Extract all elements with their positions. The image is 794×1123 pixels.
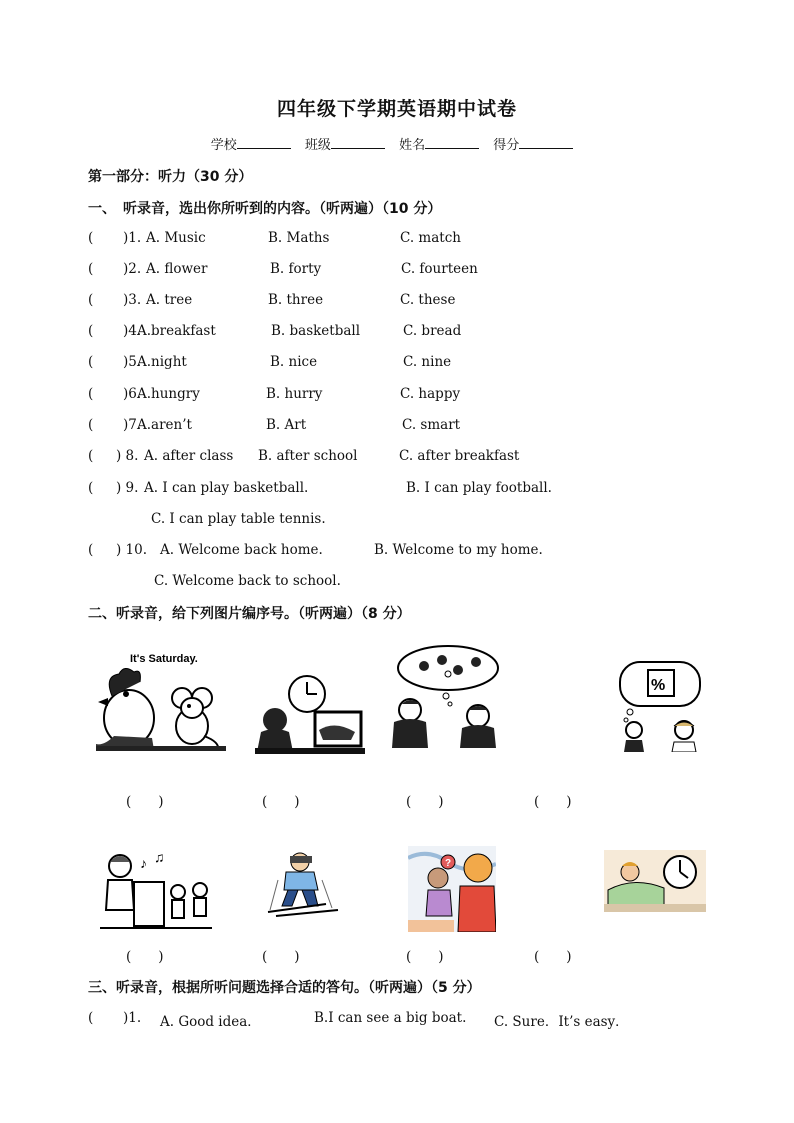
picture-answer-blank[interactable]: ( ) bbox=[534, 794, 572, 810]
school-label: 学校 bbox=[210, 138, 237, 153]
option-a: A.night bbox=[137, 354, 187, 370]
option-a: A. Music bbox=[146, 230, 206, 246]
svg-text:%: % bbox=[651, 677, 666, 694]
option-b: B. nice bbox=[270, 354, 318, 370]
section1-heading: 一、 听录音，选出你所听到的内容。（听两遍）（10 分） bbox=[88, 201, 442, 217]
question-number: ) 8. bbox=[116, 448, 139, 464]
option-c: C. happy bbox=[400, 386, 461, 402]
answer-paren[interactable]: ( bbox=[88, 323, 94, 339]
question-number: )5. bbox=[123, 354, 142, 370]
option-a: A. flower bbox=[146, 261, 208, 277]
option-a: A.breakfast bbox=[137, 323, 216, 339]
picture-football-thought bbox=[386, 644, 504, 748]
picture-clock-tv bbox=[255, 670, 365, 754]
section3-heading: 三、听录音，根据所听问题选择合适的答句。（听两遍）（5 分） bbox=[88, 980, 481, 996]
option-a: A. Welcome back home. bbox=[160, 542, 323, 558]
option-c: C. Welcome back to school. bbox=[154, 573, 341, 589]
answer-paren[interactable]: ( bbox=[88, 448, 94, 464]
picture-answer-blank[interactable]: ( ) bbox=[406, 794, 444, 810]
part1-heading: 第一部分：听力（30 分） bbox=[88, 169, 253, 185]
option-c: C. bread bbox=[403, 323, 462, 339]
option-a: A. tree bbox=[146, 292, 193, 308]
picture-answer-blank[interactable]: ( ) bbox=[262, 794, 300, 810]
question-number: ) 9. bbox=[116, 480, 139, 496]
answer-paren[interactable]: ( bbox=[88, 1010, 94, 1026]
svg-text:♫: ♫ bbox=[154, 850, 165, 865]
option-c: C. these bbox=[400, 292, 456, 308]
picture-answer-blank[interactable]: ( ) bbox=[534, 949, 572, 965]
option-b: B. forty bbox=[270, 261, 322, 277]
option-b: B. after school bbox=[258, 448, 358, 464]
question-number: ) 10. bbox=[116, 542, 148, 558]
answer-paren[interactable]: ( bbox=[88, 386, 94, 402]
answer-paren[interactable]: ( bbox=[88, 542, 94, 558]
answer-paren[interactable]: ( bbox=[88, 417, 94, 433]
score-label: 得分 bbox=[493, 138, 520, 153]
section2-heading: 二、听录音，给下列图片编序号。（听两遍）（8 分） bbox=[88, 606, 411, 622]
option-c: C. after breakfast bbox=[399, 448, 520, 464]
option-b: B. Art bbox=[266, 417, 307, 433]
name-label: 姓名 bbox=[399, 138, 426, 153]
picture-skier bbox=[266, 850, 340, 918]
question-number: )1. bbox=[123, 1010, 142, 1026]
option-b: B. basketball bbox=[271, 323, 361, 339]
option-c: C. Sure．It’s easy． bbox=[494, 1014, 629, 1030]
option-b: B. I can play football. bbox=[406, 480, 552, 496]
svg-text:?: ? bbox=[445, 858, 452, 869]
picture-caption: It's Saturday. bbox=[130, 653, 198, 665]
svg-text:♪: ♪ bbox=[140, 855, 147, 871]
page-title: 四年级下学期英语期中试卷 bbox=[276, 98, 517, 120]
answer-paren[interactable]: ( bbox=[88, 354, 94, 370]
school-blank[interactable] bbox=[237, 136, 291, 149]
question-number: )6. bbox=[123, 386, 142, 402]
picture-thinking-kids bbox=[614, 660, 706, 752]
answer-paren[interactable]: ( bbox=[88, 261, 94, 277]
score-blank[interactable] bbox=[519, 136, 573, 149]
option-c: C. nine bbox=[403, 354, 452, 370]
option-a: A. after class bbox=[144, 448, 234, 464]
answer-paren[interactable]: ( bbox=[88, 292, 94, 308]
option-b: B. Maths bbox=[268, 230, 330, 246]
option-b: B. three bbox=[268, 292, 324, 308]
option-a: A.hungry bbox=[137, 386, 200, 402]
question-number: )3. bbox=[123, 292, 142, 308]
option-a: A. Good idea． bbox=[160, 1014, 261, 1030]
option-b: B. Welcome to my home. bbox=[374, 542, 543, 558]
picture-answer-blank[interactable]: ( ) bbox=[126, 949, 164, 965]
class-blank[interactable] bbox=[331, 136, 385, 149]
answer-paren[interactable]: ( bbox=[88, 230, 94, 246]
picture-answer-blank[interactable]: ( ) bbox=[126, 794, 164, 810]
option-c: C. smart bbox=[402, 417, 461, 433]
picture-music-class bbox=[100, 850, 212, 932]
picture-rooster-mouse bbox=[94, 646, 228, 752]
name-blank[interactable] bbox=[425, 136, 479, 149]
option-a: A. I can play basketball. bbox=[144, 480, 309, 496]
option-c: C. match bbox=[400, 230, 461, 246]
student-info-line bbox=[0, 134, 794, 153]
option-b: B.I can see a big boat. bbox=[314, 1010, 467, 1026]
picture-answer-blank[interactable]: ( ) bbox=[262, 949, 300, 965]
question-number: )7. bbox=[123, 417, 142, 433]
question-number: )1. bbox=[123, 230, 142, 246]
option-c: C. I can play table tennis. bbox=[151, 511, 326, 527]
picture-answer-blank[interactable]: ( ) bbox=[406, 949, 444, 965]
answer-paren[interactable]: ( bbox=[88, 480, 94, 496]
class-label: 班级 bbox=[304, 138, 331, 153]
question-number: )2. bbox=[123, 261, 142, 277]
option-b: B. hurry bbox=[266, 386, 323, 402]
option-c: C. fourteen bbox=[401, 261, 478, 277]
question-number: )4. bbox=[123, 323, 142, 339]
picture-bed-clock bbox=[604, 850, 706, 912]
option-a: A.aren’t bbox=[137, 417, 192, 433]
picture-mouse-cat bbox=[408, 846, 496, 932]
